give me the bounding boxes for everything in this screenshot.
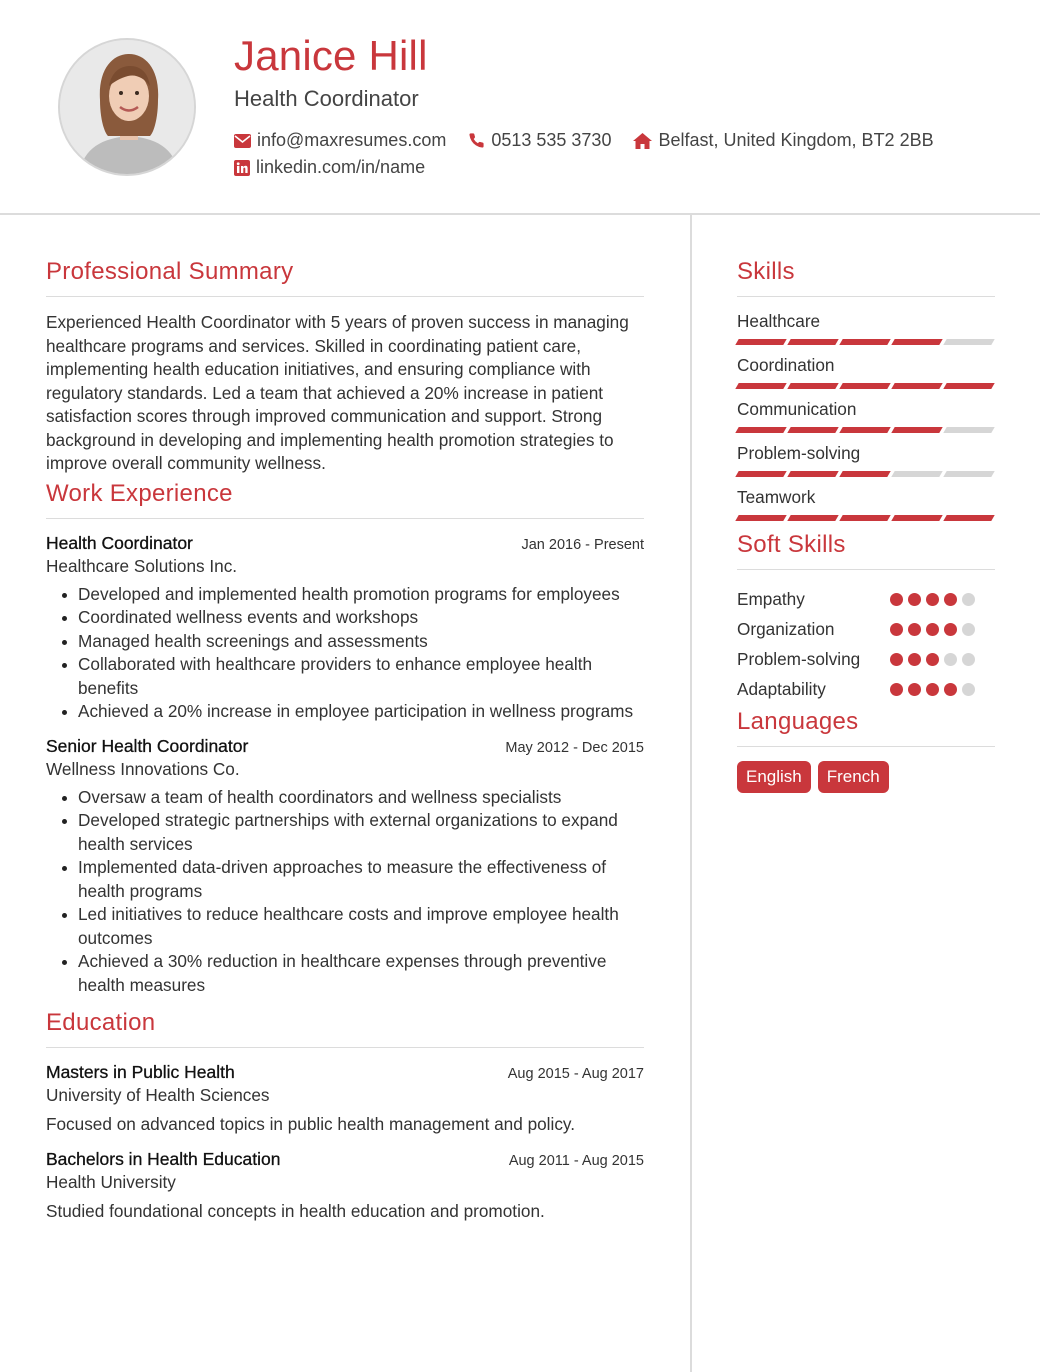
- rating-dot: [944, 683, 957, 696]
- rating-dot: [926, 623, 939, 636]
- soft-skill-rating: [890, 623, 975, 636]
- skill-bar-segment: [943, 383, 994, 389]
- skill-bar-segment: [943, 427, 994, 433]
- rating-dot: [890, 623, 903, 636]
- education-entry: [46, 1062, 644, 1135]
- soft-skills-heading: Soft Skills: [737, 531, 995, 570]
- candidate-title: Health Coordinator: [234, 86, 419, 111]
- rating-dot: [944, 653, 957, 666]
- job-entry: [46, 533, 644, 724]
- job-bullet: Developed and implemented health promotion programs for employees: [60, 583, 644, 607]
- skill-bar-segment: [943, 339, 994, 345]
- experience-list: [46, 533, 644, 998]
- job-date: May 2012 - Dec 2015: [505, 739, 644, 756]
- education-entry: [46, 1149, 644, 1222]
- education-date: Aug 2015 - Aug 2017: [507, 1066, 644, 1082]
- skill-bar-segment: [839, 339, 890, 345]
- job-header: [46, 736, 644, 757]
- degree-title: Masters in Public Health: [46, 1062, 235, 1082]
- skill-bar-segment: [839, 383, 890, 389]
- job-company: Wellness Innovations Co.: [46, 758, 240, 779]
- email-text: info@maxresumes.com: [257, 130, 447, 150]
- rating-dot: [890, 653, 903, 666]
- summary-text: Experienced Health Coordinator with 5 years of proven success in managing healthcare programs and services. Skilled in coordinating patient care, implementing health education initiatives, and ensuring compliance with regulatory standards. Led a team that achieved a 20% increase in patient satisfaction scores through improved communication and support. Strong background in developing and implementing health promotion strategies to improve overall community wellness.: [46, 312, 629, 473]
- contact-phone[interactable]: [468, 130, 611, 151]
- job-title: Senior Health Coordinator: [46, 735, 249, 756]
- skill-bar-segment: [735, 515, 786, 521]
- rating-dot: [962, 683, 975, 696]
- job-bullets: [46, 583, 644, 724]
- rating-dot: [962, 653, 975, 666]
- soft-skill-name: Adaptability: [737, 678, 826, 699]
- job-bullet: Achieved a 30% reduction in healthcare expenses through preventive health measures: [60, 950, 644, 997]
- skill-bar-segment: [943, 515, 994, 521]
- skill-bar-segment: [891, 383, 942, 389]
- skill-name: Healthcare: [737, 311, 821, 331]
- education-header: [46, 1149, 644, 1170]
- soft-skill-rating: [890, 653, 975, 666]
- skill-bar-segment: [787, 471, 838, 477]
- main-column: [46, 258, 644, 1236]
- skill-bar-segment: [787, 515, 838, 521]
- rating-dot: [908, 653, 921, 666]
- education-list: [46, 1062, 644, 1222]
- skill-bar-segment: [891, 427, 942, 433]
- rating-dot: [908, 593, 921, 606]
- languages-list: [737, 761, 995, 793]
- education-description: Studied foundational concepts in health education and promotion.: [46, 1201, 545, 1221]
- contact-row-2: [234, 157, 447, 178]
- skill-rating-bar: [737, 383, 995, 389]
- skill-bar-segment: [787, 383, 838, 389]
- rating-dot: [926, 683, 939, 696]
- job-bullet: Oversaw a team of health coordinators and wellness specialists: [60, 786, 644, 810]
- job-bullet: Developed strategic partnerships with external organizations to expand health services: [60, 809, 644, 856]
- soft-skill-name: Problem-solving: [737, 648, 861, 669]
- skills-heading: Skills: [737, 258, 995, 297]
- linkedin-icon: [234, 160, 250, 176]
- profile-photo: [58, 38, 196, 176]
- rating-dot: [944, 623, 957, 636]
- experience-heading: Work Experience: [46, 480, 644, 519]
- soft-skill-item: [737, 584, 995, 614]
- contact-linkedin[interactable]: [234, 157, 425, 178]
- skill-bar-segment: [735, 427, 786, 433]
- rating-dot: [890, 683, 903, 696]
- education-description: Focused on advanced topics in public health management and policy.: [46, 1114, 576, 1134]
- soft-skill-rating: [890, 683, 975, 696]
- skill-bar-segment: [943, 471, 994, 477]
- rating-dot: [908, 683, 921, 696]
- skill-rating-bar: [737, 427, 995, 433]
- skill-bar-segment: [787, 339, 838, 345]
- education-heading: Education: [46, 1009, 644, 1048]
- skill-bar-segment: [839, 427, 890, 433]
- phone-icon: [468, 132, 485, 149]
- job-bullet: Collaborated with healthcare providers to enhance employee health benefits: [60, 653, 644, 700]
- skill-rating-bar: [737, 515, 995, 521]
- skills-list: [737, 311, 995, 521]
- candidate-name: Janice Hill: [234, 32, 428, 79]
- job-bullet: Coordinated wellness events and workshops: [60, 606, 644, 630]
- skill-bar-segment: [787, 427, 838, 433]
- job-bullet: Implemented data-driven approaches to measure the effectiveness of health programs: [60, 856, 644, 903]
- school-name: Health University: [46, 1172, 176, 1192]
- address-text: Belfast, United Kingdom, BT2 2BB: [658, 130, 934, 150]
- skill-bar-segment: [735, 339, 786, 345]
- skill-item: [737, 487, 995, 521]
- degree-title: Bachelors in Health Education: [46, 1149, 281, 1169]
- soft-skill-name: Organization: [737, 618, 835, 639]
- rating-dot: [926, 653, 939, 666]
- job-date: Jan 2016 - Present: [521, 536, 644, 553]
- skill-name: Problem-solving: [737, 443, 861, 463]
- education-date: Aug 2011 - Aug 2015: [508, 1153, 644, 1169]
- language-badge: English: [737, 761, 811, 793]
- soft-skill-item: [737, 644, 995, 674]
- envelope-icon: [234, 134, 251, 148]
- skill-name: Teamwork: [737, 487, 816, 507]
- skill-bar-segment: [839, 515, 890, 521]
- soft-skill-name: Empathy: [737, 588, 805, 609]
- skill-bar-segment: [735, 471, 786, 477]
- job-header: [46, 533, 644, 554]
- rating-dot: [890, 593, 903, 606]
- skill-bar-segment: [891, 339, 942, 345]
- profile-photo-image: [60, 40, 196, 176]
- education-header: [46, 1062, 644, 1083]
- job-bullet: Managed health screenings and assessments: [60, 630, 644, 654]
- skill-item: [737, 443, 995, 477]
- skill-bar-segment: [891, 515, 942, 521]
- soft-skill-rating: [890, 593, 975, 606]
- rating-dot: [944, 593, 957, 606]
- skill-bar-segment: [891, 471, 942, 477]
- rating-dot: [926, 593, 939, 606]
- contact-email[interactable]: [234, 130, 446, 151]
- languages-heading: Languages: [737, 708, 995, 747]
- job-bullets: [46, 786, 644, 998]
- skill-item: [737, 311, 995, 345]
- soft-skill-item: [737, 614, 995, 644]
- skill-bar-segment: [735, 383, 786, 389]
- soft-skill-item: [737, 674, 995, 704]
- summary-heading: Professional Summary: [46, 258, 644, 297]
- skill-bar-segment: [839, 471, 890, 477]
- soft-skills-list: [737, 584, 995, 704]
- contact-address: [633, 130, 933, 151]
- skill-name: Coordination: [737, 355, 835, 375]
- skill-name: Communication: [737, 399, 857, 419]
- skill-item: [737, 355, 995, 389]
- rating-dot: [908, 623, 921, 636]
- job-title: Health Coordinator: [46, 532, 193, 553]
- column-divider: [690, 215, 692, 1372]
- linkedin-text: linkedin.com/in/name: [256, 157, 426, 177]
- job-company: Healthcare Solutions Inc.: [46, 555, 238, 576]
- resume-header: [0, 0, 1040, 215]
- home-icon: [633, 133, 652, 149]
- rating-dot: [962, 593, 975, 606]
- language-badge: French: [818, 761, 889, 793]
- job-bullet: Achieved a 20% increase in employee participation in wellness programs: [60, 700, 644, 724]
- skill-rating-bar: [737, 339, 995, 345]
- skill-item: [737, 399, 995, 433]
- phone-text: 0513 535 3730: [491, 130, 612, 150]
- school-name: University of Health Sciences: [46, 1085, 270, 1105]
- rating-dot: [962, 623, 975, 636]
- skill-rating-bar: [737, 471, 995, 477]
- contact-row: [234, 130, 956, 151]
- job-bullet: Led initiatives to reduce healthcare costs and improve employee health outcomes: [60, 903, 644, 950]
- sidebar-column: [737, 258, 995, 793]
- job-entry: [46, 736, 644, 998]
